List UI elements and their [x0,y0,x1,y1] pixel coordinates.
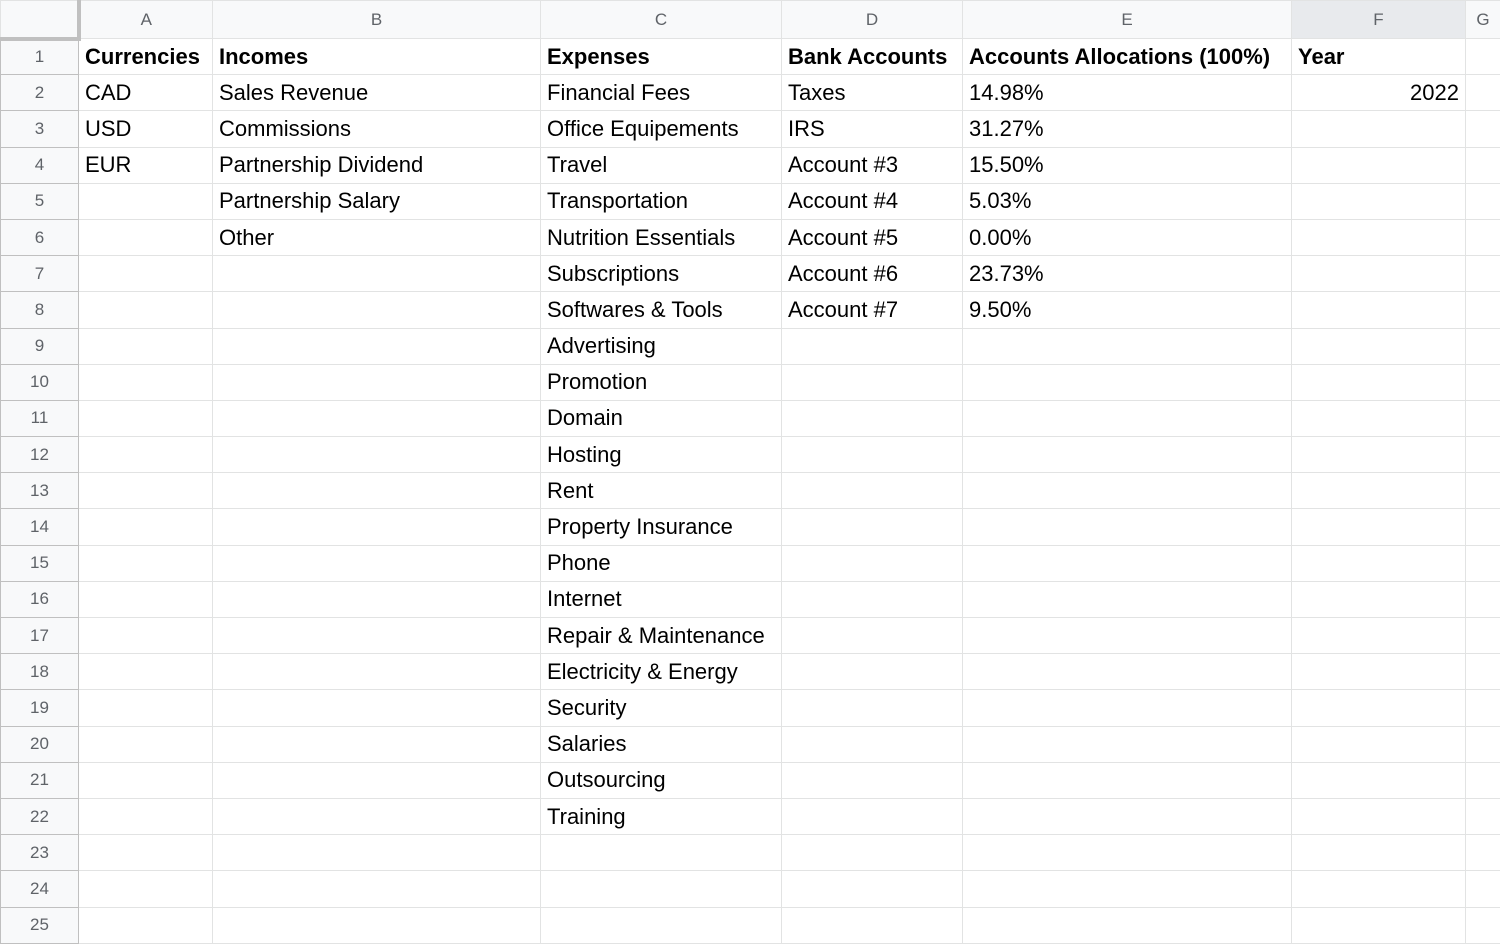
cell-g17[interactable] [1466,618,1500,654]
cell-b10[interactable] [213,364,541,400]
cell-d9[interactable] [782,328,963,364]
row-header[interactable]: 17 [1,618,79,654]
row-header[interactable]: 6 [1,219,79,255]
cell-c8[interactable]: Softwares & Tools [541,292,782,328]
cell-c25[interactable] [541,907,782,943]
cell-c9[interactable]: Advertising [541,328,782,364]
cell-c5[interactable]: Transportation [541,183,782,219]
cell-e5[interactable]: 5.03% [963,183,1292,219]
cell-d1[interactable]: Bank Accounts [782,39,963,75]
cell-f10[interactable] [1292,364,1466,400]
cell-d10[interactable] [782,364,963,400]
cell-d6[interactable]: Account #5 [782,219,963,255]
table-row [1,907,1500,943]
cell-e24[interactable] [963,871,1292,907]
cell-e14[interactable] [963,509,1292,545]
cell-c15[interactable]: Phone [541,545,782,581]
cell-g16[interactable] [1466,581,1500,617]
cell-a16[interactable] [79,581,213,617]
cell-d5[interactable]: Account #4 [782,183,963,219]
row-header[interactable]: 3 [1,111,79,147]
cell-b24[interactable] [213,871,541,907]
cell-f23[interactable] [1292,835,1466,871]
cell-e8[interactable]: 9.50% [963,292,1292,328]
cell-a4[interactable]: EUR [79,147,213,183]
cell-d24[interactable] [782,871,963,907]
table-row [1,654,1500,690]
cell-e18[interactable] [963,654,1292,690]
cell-c13[interactable]: Rent [541,473,782,509]
cell-a14[interactable] [79,509,213,545]
cell-f20[interactable] [1292,726,1466,762]
cell-g13[interactable] [1466,473,1500,509]
row-header[interactable]: 21 [1,762,79,798]
cell-d2[interactable]: Taxes [782,75,963,111]
cell-f8[interactable] [1292,292,1466,328]
cell-b25[interactable] [213,907,541,943]
cell-d8[interactable]: Account #7 [782,292,963,328]
cell-c6[interactable]: Nutrition Essentials [541,219,782,255]
cell-e13[interactable] [963,473,1292,509]
cell-f25[interactable] [1292,907,1466,943]
row-header[interactable]: 23 [1,835,79,871]
cell-g2[interactable] [1466,75,1500,111]
cell-g23[interactable] [1466,835,1500,871]
row-header[interactable]: 19 [1,690,79,726]
sheet-body [1,39,1500,944]
cell-d12[interactable] [782,437,963,473]
cell-d4[interactable]: Account #3 [782,147,963,183]
table-row [1,798,1500,834]
cell-a20[interactable] [79,726,213,762]
cell-d18[interactable] [782,654,963,690]
cell-d13[interactable] [782,473,963,509]
cell-b16[interactable] [213,581,541,617]
row-header[interactable]: 9 [1,328,79,364]
table-row [1,473,1500,509]
row-header[interactable]: 14 [1,509,79,545]
table-row [1,328,1500,364]
cell-d20[interactable] [782,726,963,762]
cell-a2[interactable]: CAD [79,75,213,111]
cell-e3[interactable]: 31.27% [963,111,1292,147]
cell-b21[interactable] [213,762,541,798]
cell-a11[interactable] [79,400,213,436]
cell-e6[interactable]: 0.00% [963,219,1292,255]
cell-c18[interactable]: Electricity & Energy [541,654,782,690]
cell-d3[interactable]: IRS [782,111,963,147]
table-row [1,437,1500,473]
cell-a22[interactable] [79,798,213,834]
cell-a17[interactable] [79,618,213,654]
table-row [1,147,1500,183]
cell-a21[interactable] [79,762,213,798]
cell-g21[interactable] [1466,762,1500,798]
column-header-a[interactable]: A [79,1,213,39]
cell-a12[interactable] [79,437,213,473]
cell-g10[interactable] [1466,364,1500,400]
cell-d16[interactable] [782,581,963,617]
cell-d15[interactable] [782,545,963,581]
cell-c4[interactable]: Travel [541,147,782,183]
cell-f16[interactable] [1292,581,1466,617]
cell-f2[interactable]: 2022 [1292,75,1466,111]
cell-c22[interactable]: Training [541,798,782,834]
cell-g1[interactable] [1466,39,1500,75]
cell-a3[interactable]: USD [79,111,213,147]
row-header[interactable]: 24 [1,871,79,907]
cell-f24[interactable] [1292,871,1466,907]
cell-b22[interactable] [213,798,541,834]
cell-a1[interactable]: Currencies [79,39,213,75]
column-header-d[interactable]: D [782,1,963,39]
cell-g8[interactable] [1466,292,1500,328]
cell-g9[interactable] [1466,328,1500,364]
cell-b3[interactable]: Commissions [213,111,541,147]
row-header[interactable]: 1 [1,39,79,75]
cell-d25[interactable] [782,907,963,943]
cell-d14[interactable] [782,509,963,545]
cell-c10[interactable]: Promotion [541,364,782,400]
cell-d23[interactable] [782,835,963,871]
cell-g14[interactable] [1466,509,1500,545]
column-header-f[interactable]: F [1292,1,1466,39]
cell-e7[interactable]: 23.73% [963,256,1292,292]
cell-b15[interactable] [213,545,541,581]
cell-e19[interactable] [963,690,1292,726]
table-row [1,292,1500,328]
cell-b6[interactable]: Other [213,219,541,255]
row-header[interactable]: 18 [1,654,79,690]
cell-e4[interactable]: 15.50% [963,147,1292,183]
cell-g15[interactable] [1466,545,1500,581]
cell-b9[interactable] [213,328,541,364]
row-header[interactable]: 10 [1,364,79,400]
cell-d7[interactable]: Account #6 [782,256,963,292]
row-header[interactable]: 5 [1,183,79,219]
cell-g18[interactable] [1466,654,1500,690]
cell-a5[interactable] [79,183,213,219]
column-header-row [1,1,1500,39]
cell-g6[interactable] [1466,219,1500,255]
cell-c3[interactable]: Office Equipements [541,111,782,147]
cell-g22[interactable] [1466,798,1500,834]
row-header[interactable]: 13 [1,473,79,509]
cell-a25[interactable] [79,907,213,943]
cell-g5[interactable] [1466,183,1500,219]
table-row [1,726,1500,762]
table-row [1,75,1500,111]
cell-f11[interactable] [1292,400,1466,436]
cell-c1[interactable]: Expenses [541,39,782,75]
cell-a24[interactable] [79,871,213,907]
cell-f13[interactable] [1292,473,1466,509]
cell-e17[interactable] [963,618,1292,654]
cell-e22[interactable] [963,798,1292,834]
cell-f15[interactable] [1292,545,1466,581]
cell-a10[interactable] [79,364,213,400]
table-row [1,111,1500,147]
cell-g7[interactable] [1466,256,1500,292]
row-header[interactable]: 4 [1,147,79,183]
cell-d21[interactable] [782,762,963,798]
cell-g3[interactable] [1466,111,1500,147]
cell-f22[interactable] [1292,798,1466,834]
cell-g11[interactable] [1466,400,1500,436]
cell-d22[interactable] [782,798,963,834]
cell-f12[interactable] [1292,437,1466,473]
cell-a13[interactable] [79,473,213,509]
cell-a18[interactable] [79,654,213,690]
cell-g19[interactable] [1466,690,1500,726]
cell-b19[interactable] [213,690,541,726]
column-header-c[interactable]: C [541,1,782,39]
table-row [1,509,1500,545]
table-row [1,618,1500,654]
cell-f14[interactable] [1292,509,1466,545]
cell-e21[interactable] [963,762,1292,798]
cell-b17[interactable] [213,618,541,654]
table-row [1,183,1500,219]
cell-b23[interactable] [213,835,541,871]
cell-f3[interactable] [1292,111,1466,147]
table-row [1,364,1500,400]
row-header[interactable]: 22 [1,798,79,834]
row-header[interactable]: 11 [1,400,79,436]
row-header[interactable]: 20 [1,726,79,762]
cell-b13[interactable] [213,473,541,509]
cell-b1[interactable]: Incomes [213,39,541,75]
cell-b2[interactable]: Sales Revenue [213,75,541,111]
cell-c19[interactable]: Security [541,690,782,726]
cell-d11[interactable] [782,400,963,436]
cell-d19[interactable] [782,690,963,726]
cell-e16[interactable] [963,581,1292,617]
cell-f6[interactable] [1292,219,1466,255]
cell-b7[interactable] [213,256,541,292]
row-header[interactable]: 25 [1,907,79,943]
cell-g25[interactable] [1466,907,1500,943]
cell-b20[interactable] [213,726,541,762]
table-row [1,400,1500,436]
table-row [1,762,1500,798]
cell-b18[interactable] [213,654,541,690]
cell-a8[interactable] [79,292,213,328]
row-header[interactable]: 15 [1,545,79,581]
cell-c23[interactable] [541,835,782,871]
cell-g12[interactable] [1466,437,1500,473]
column-header-g[interactable]: G [1466,1,1500,39]
table-row [1,256,1500,292]
cell-c11[interactable]: Domain [541,400,782,436]
cell-e9[interactable] [963,328,1292,364]
cell-e12[interactable] [963,437,1292,473]
cell-c16[interactable]: Internet [541,581,782,617]
cell-a23[interactable] [79,835,213,871]
row-header[interactable]: 7 [1,256,79,292]
table-row [1,545,1500,581]
cell-e23[interactable] [963,835,1292,871]
cell-c7[interactable]: Subscriptions [541,256,782,292]
cell-c24[interactable] [541,871,782,907]
table-row [1,835,1500,871]
cell-b4[interactable]: Partnership Dividend [213,147,541,183]
select-all-corner[interactable] [1,1,79,39]
table-row [1,39,1500,75]
row-header[interactable]: 16 [1,581,79,617]
cell-g20[interactable] [1466,726,1500,762]
row-header[interactable]: 8 [1,292,79,328]
cell-c2[interactable]: Financial Fees [541,75,782,111]
cell-e15[interactable] [963,545,1292,581]
table-row [1,219,1500,255]
cell-e1[interactable]: Accounts Allocations (100%) [963,39,1292,75]
cell-f9[interactable] [1292,328,1466,364]
cell-c14[interactable]: Property Insurance [541,509,782,545]
cell-g4[interactable] [1466,147,1500,183]
cell-a9[interactable] [79,328,213,364]
cell-e10[interactable] [963,364,1292,400]
cell-a7[interactable] [79,256,213,292]
cell-b5[interactable]: Partnership Salary [213,183,541,219]
cell-b11[interactable] [213,400,541,436]
table-row [1,581,1500,617]
cell-g24[interactable] [1466,871,1500,907]
cell-f18[interactable] [1292,654,1466,690]
cell-f1[interactable]: Year [1292,39,1466,75]
cell-f21[interactable] [1292,762,1466,798]
cell-f17[interactable] [1292,618,1466,654]
cell-c21[interactable]: Outsourcing [541,762,782,798]
cell-b14[interactable] [213,509,541,545]
cell-a19[interactable] [79,690,213,726]
cell-f5[interactable] [1292,183,1466,219]
cell-e20[interactable] [963,726,1292,762]
cell-a6[interactable] [79,219,213,255]
cell-f19[interactable] [1292,690,1466,726]
cell-c17[interactable]: Repair & Maintenance [541,618,782,654]
cell-f4[interactable] [1292,147,1466,183]
column-header-e[interactable]: E [963,1,1292,39]
cell-e11[interactable] [963,400,1292,436]
cell-f7[interactable] [1292,256,1466,292]
cell-b8[interactable] [213,292,541,328]
column-header-b[interactable]: B [213,1,541,39]
row-header[interactable]: 12 [1,437,79,473]
cell-e2[interactable]: 14.98% [963,75,1292,111]
table-row [1,871,1500,907]
row-header[interactable]: 2 [1,75,79,111]
cell-b12[interactable] [213,437,541,473]
cell-c12[interactable]: Hosting [541,437,782,473]
cell-c20[interactable]: Salaries [541,726,782,762]
cell-e25[interactable] [963,907,1292,943]
table-row [1,690,1500,726]
cell-a15[interactable] [79,545,213,581]
cell-d17[interactable] [782,618,963,654]
